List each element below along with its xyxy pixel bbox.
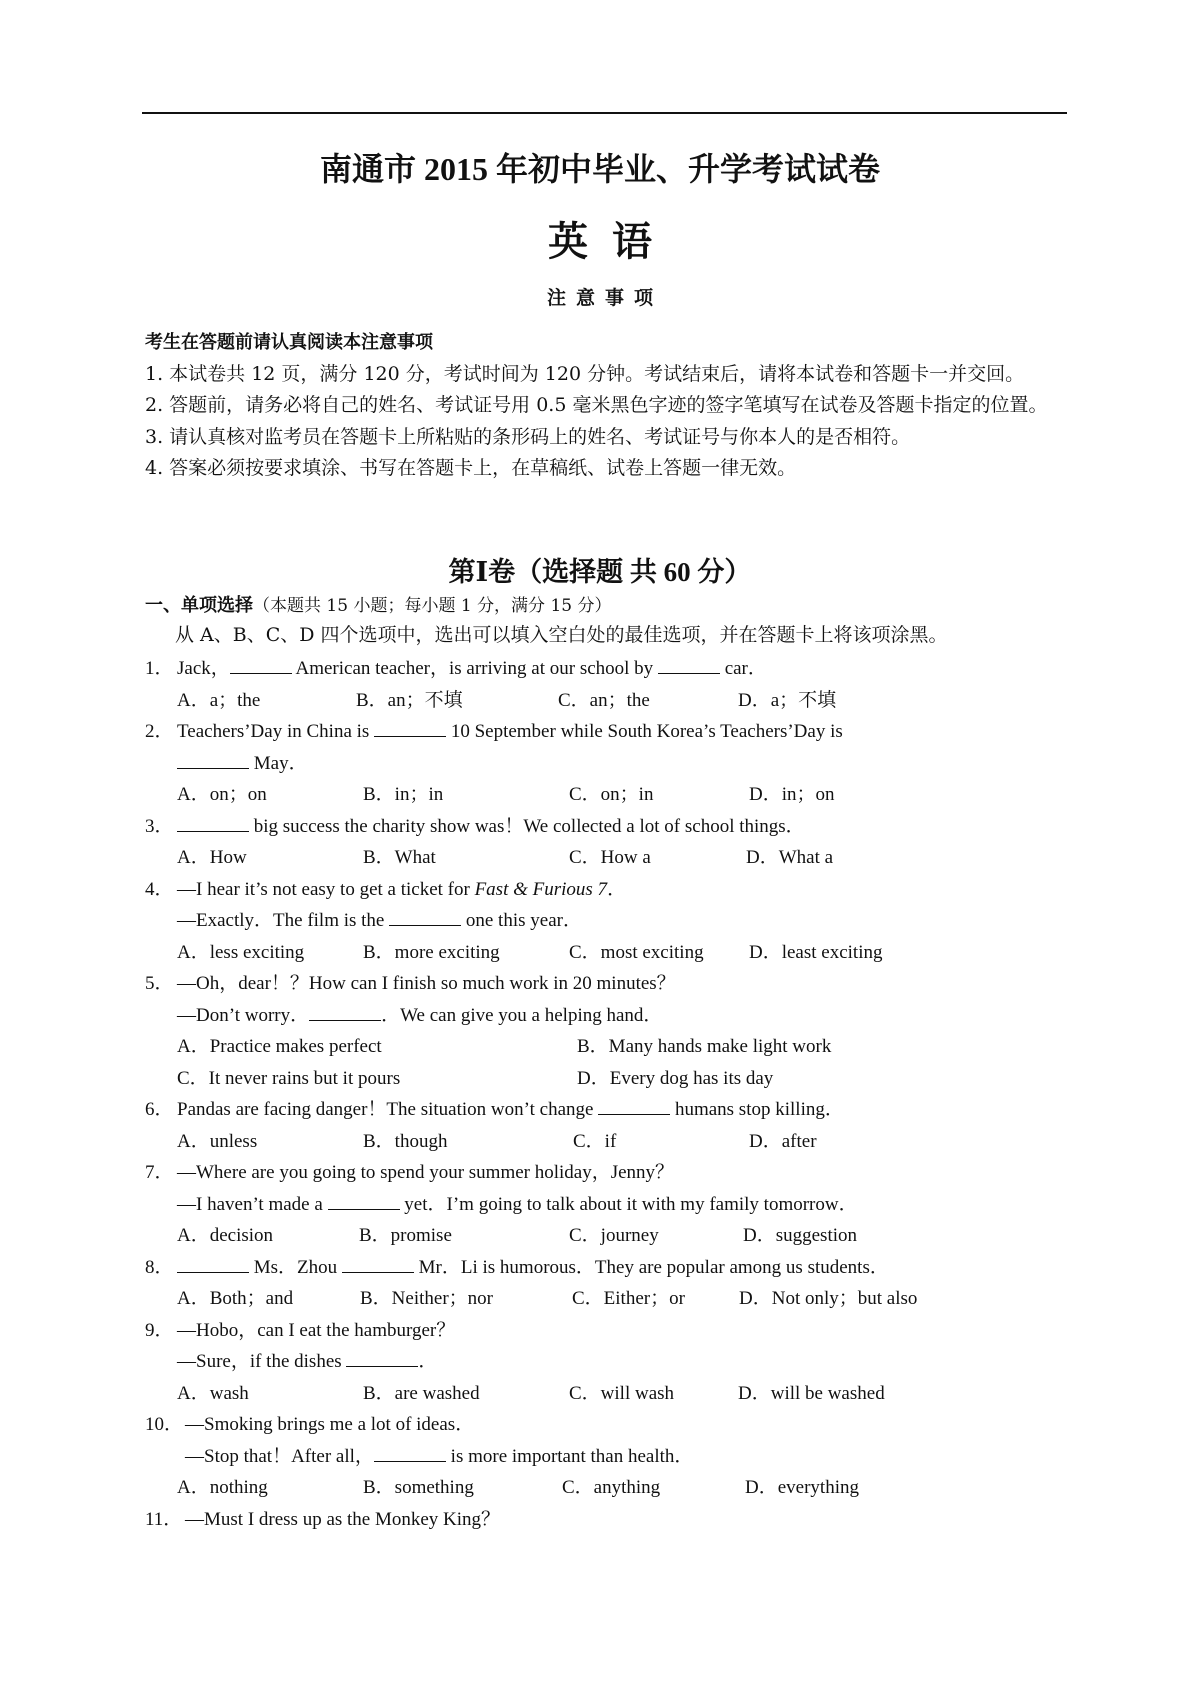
option-c[interactable]: C．most exciting bbox=[569, 941, 704, 963]
question-number: 4． bbox=[145, 878, 174, 900]
answer-blank bbox=[230, 655, 292, 674]
option-d[interactable]: D．Every dog has its day bbox=[577, 1067, 774, 1089]
option-a[interactable]: A．a；the bbox=[177, 689, 261, 711]
exam-subject: 英语 bbox=[548, 219, 676, 264]
question-number: 6． bbox=[145, 1099, 174, 1120]
question-10 bbox=[145, 1409, 1085, 1504]
option-c[interactable]: C．an；the bbox=[558, 689, 650, 711]
option-a[interactable]: A．How bbox=[177, 847, 247, 868]
answer-blank bbox=[177, 750, 249, 769]
answer-blank bbox=[309, 1002, 381, 1021]
options-row bbox=[145, 685, 1085, 717]
answer-blank bbox=[389, 907, 461, 926]
option-b[interactable]: B．an；不填 bbox=[356, 689, 463, 711]
option-b[interactable]: B．in；in bbox=[363, 784, 444, 805]
option-d[interactable]: D．after bbox=[749, 1130, 817, 1152]
option-b[interactable]: B．promise bbox=[359, 1225, 452, 1246]
option-d[interactable]: D．Not only；but also bbox=[739, 1288, 918, 1309]
question-number: 1． bbox=[145, 658, 174, 679]
option-b[interactable]: B．are washed bbox=[363, 1382, 480, 1404]
question-stem-cont: —Don’t worry． ．We can give you a helping hand． bbox=[177, 1000, 662, 1032]
option-a[interactable]: A．less exciting bbox=[177, 941, 305, 963]
options-row bbox=[145, 779, 1085, 811]
option-a[interactable]: A．Practice makes perfect bbox=[177, 1036, 382, 1057]
options-row bbox=[145, 1126, 1085, 1158]
option-c[interactable]: C．journey bbox=[569, 1225, 659, 1246]
question-number: 7． bbox=[145, 1162, 174, 1183]
question-number: 8． bbox=[145, 1256, 174, 1278]
option-d[interactable]: D．suggestion bbox=[743, 1225, 858, 1246]
answer-blank bbox=[328, 1191, 400, 1210]
question-stem: —Smoking brings me a lot of ideas． bbox=[185, 1414, 475, 1435]
answer-blank bbox=[658, 655, 720, 674]
options-row bbox=[145, 1283, 1085, 1315]
option-d[interactable]: D．everything bbox=[745, 1477, 859, 1498]
options-row bbox=[145, 1063, 1085, 1095]
question-number: 3． bbox=[145, 815, 174, 837]
option-a[interactable]: A．unless bbox=[177, 1130, 258, 1152]
question-6 bbox=[145, 1094, 1085, 1157]
option-c[interactable]: C．How a bbox=[569, 847, 651, 868]
question-stem: Pandas are facing danger！The situation won’t change humans stop killing． bbox=[177, 1094, 844, 1126]
question-9 bbox=[145, 1315, 1085, 1410]
option-b[interactable]: B．more exciting bbox=[363, 941, 500, 963]
section-note: （本题共 15 小题；每小题 1 分，满分 15 分） bbox=[253, 596, 612, 616]
question-7 bbox=[145, 1157, 1085, 1252]
question-stem: —Hobo，can I eat the hamburger？ bbox=[177, 1319, 456, 1341]
option-d[interactable]: D．a；不填 bbox=[738, 689, 837, 711]
option-d[interactable]: D．What a bbox=[746, 847, 834, 868]
notes-block bbox=[145, 327, 1070, 485]
exam-title: 南通市 2015 年初中毕业、升学考试试卷 bbox=[319, 151, 880, 187]
question-stem-cont: May． bbox=[177, 748, 308, 780]
question-stem-cont: —Stop that！After all， is more important than health． bbox=[185, 1441, 693, 1473]
header-rule bbox=[142, 112, 1067, 114]
option-b[interactable]: B．Many hands make light work bbox=[577, 1036, 832, 1057]
answer-blank bbox=[177, 813, 249, 832]
answer-blank bbox=[177, 1254, 249, 1273]
question-stem: Ms．Zhou Mr．Li is humorous．They are popular among us students． bbox=[177, 1252, 889, 1284]
option-b[interactable]: B．Neither；nor bbox=[360, 1288, 493, 1309]
question-number: 10． bbox=[145, 1414, 184, 1435]
section-title: 一、单项选择 bbox=[145, 595, 253, 616]
question-5 bbox=[145, 968, 1085, 1094]
option-d[interactable]: D．least exciting bbox=[749, 941, 883, 963]
film-title: Fast & Furious 7 bbox=[474, 878, 608, 900]
question-4 bbox=[145, 874, 1085, 969]
question-11 bbox=[145, 1504, 1085, 1536]
question-stem: —I hear it’s not easy to get a ticket for Fast & Furious 7． bbox=[177, 878, 627, 900]
question-8 bbox=[145, 1252, 1085, 1315]
option-c[interactable]: C．if bbox=[573, 1130, 617, 1152]
options-row bbox=[145, 937, 1085, 969]
option-d[interactable]: D．in；on bbox=[749, 784, 835, 805]
question-stem-cont: —Sure，if the dishes ． bbox=[177, 1346, 437, 1378]
answer-blank bbox=[374, 718, 446, 737]
options-row bbox=[145, 842, 1085, 874]
question-stem: —Must I dress up as the Monkey King？ bbox=[185, 1508, 501, 1530]
option-c[interactable]: C．on；in bbox=[569, 784, 654, 805]
option-a[interactable]: A．on；on bbox=[177, 784, 267, 805]
options-row bbox=[145, 1472, 1085, 1504]
option-a[interactable]: A．decision bbox=[177, 1225, 274, 1246]
question-stem: big success the charity show was！We collected a lot of school things． bbox=[177, 811, 805, 843]
question-stem: Teachers’Day in China is 10 September while South Korea’s Teachers’Day is bbox=[177, 716, 843, 748]
question-number: 5． bbox=[145, 973, 174, 994]
options-row bbox=[145, 1378, 1085, 1410]
option-c[interactable]: C．anything bbox=[562, 1477, 661, 1498]
part-title: 第Ⅰ卷（选择题 共 60 分） bbox=[448, 557, 752, 587]
answer-blank bbox=[598, 1096, 670, 1115]
answer-blank bbox=[342, 1254, 414, 1273]
question-number: 11． bbox=[145, 1508, 183, 1530]
answer-blank bbox=[346, 1348, 418, 1367]
section-heading bbox=[145, 591, 612, 617]
question-list bbox=[145, 653, 1085, 1535]
question-3 bbox=[145, 811, 1085, 874]
question-number: 9． bbox=[145, 1319, 174, 1341]
option-c[interactable]: C．It never rains but it pours bbox=[177, 1067, 401, 1089]
note-item-4: 4. 答案必须按要求填涂、书写在答题卡上，在草稿纸、试卷上答题一律无效。 bbox=[145, 457, 797, 479]
question-stem: Jack， American teacher，is arriving at our school by car． bbox=[177, 653, 767, 685]
option-c[interactable]: C．will wash bbox=[569, 1382, 675, 1404]
notes-heading: 考生在答题前请认真阅读本注意事项 bbox=[145, 332, 433, 353]
note-item-3: 3. 请认真核对监考员在答题卡上所粘贴的条形码上的姓名、考试证号与你本人的是否相符。 bbox=[145, 425, 911, 448]
note-item-2: 2. 答题前，请务必将自己的姓名、考试证号用 0.5 毫米黑色字迹的签字笔填写在试卷及答题卡指定的位置。 bbox=[145, 394, 1048, 416]
option-a[interactable]: A．Both；and bbox=[177, 1288, 294, 1309]
option-a[interactable]: A．nothing bbox=[177, 1477, 268, 1498]
question-number: 2． bbox=[145, 721, 174, 742]
question-stem: —Oh，dear！？How can I finish so much work in 20 minutes？ bbox=[177, 973, 676, 994]
note-item-1: 1. 本试卷共 12 页，满分 120 分，考试时间为 120 分钟。考试结束后，请将本试卷和答题卡一并交回。 bbox=[145, 362, 1025, 385]
option-b[interactable]: B．What bbox=[363, 847, 436, 868]
option-b[interactable]: B．something bbox=[363, 1477, 474, 1498]
option-c[interactable]: C．Either；or bbox=[572, 1288, 685, 1309]
option-d[interactable]: D．will be washed bbox=[738, 1382, 885, 1404]
option-b[interactable]: B．though bbox=[363, 1130, 448, 1152]
notes-title: 注意事项 bbox=[546, 287, 663, 309]
question-stem: —Where are you going to spend your summer holiday，Jenny？ bbox=[177, 1162, 675, 1183]
options-row bbox=[145, 1031, 1085, 1063]
question-stem-cont: —Exactly．The film is the one this year． bbox=[177, 905, 582, 937]
answer-blank bbox=[374, 1443, 446, 1462]
question-1 bbox=[145, 653, 1085, 716]
question-stem-cont: —I haven’t made a yet．I’m going to talk about it with my family tomorrow． bbox=[177, 1189, 858, 1221]
section-instruction: 从 A、B、C、D 四个选项中，选出可以填入空白处的最佳选项，并在答题卡上将该项涂黑。 bbox=[175, 624, 948, 646]
options-row bbox=[145, 1220, 1085, 1252]
question-2 bbox=[145, 716, 1085, 811]
option-a[interactable]: A．wash bbox=[177, 1382, 249, 1404]
